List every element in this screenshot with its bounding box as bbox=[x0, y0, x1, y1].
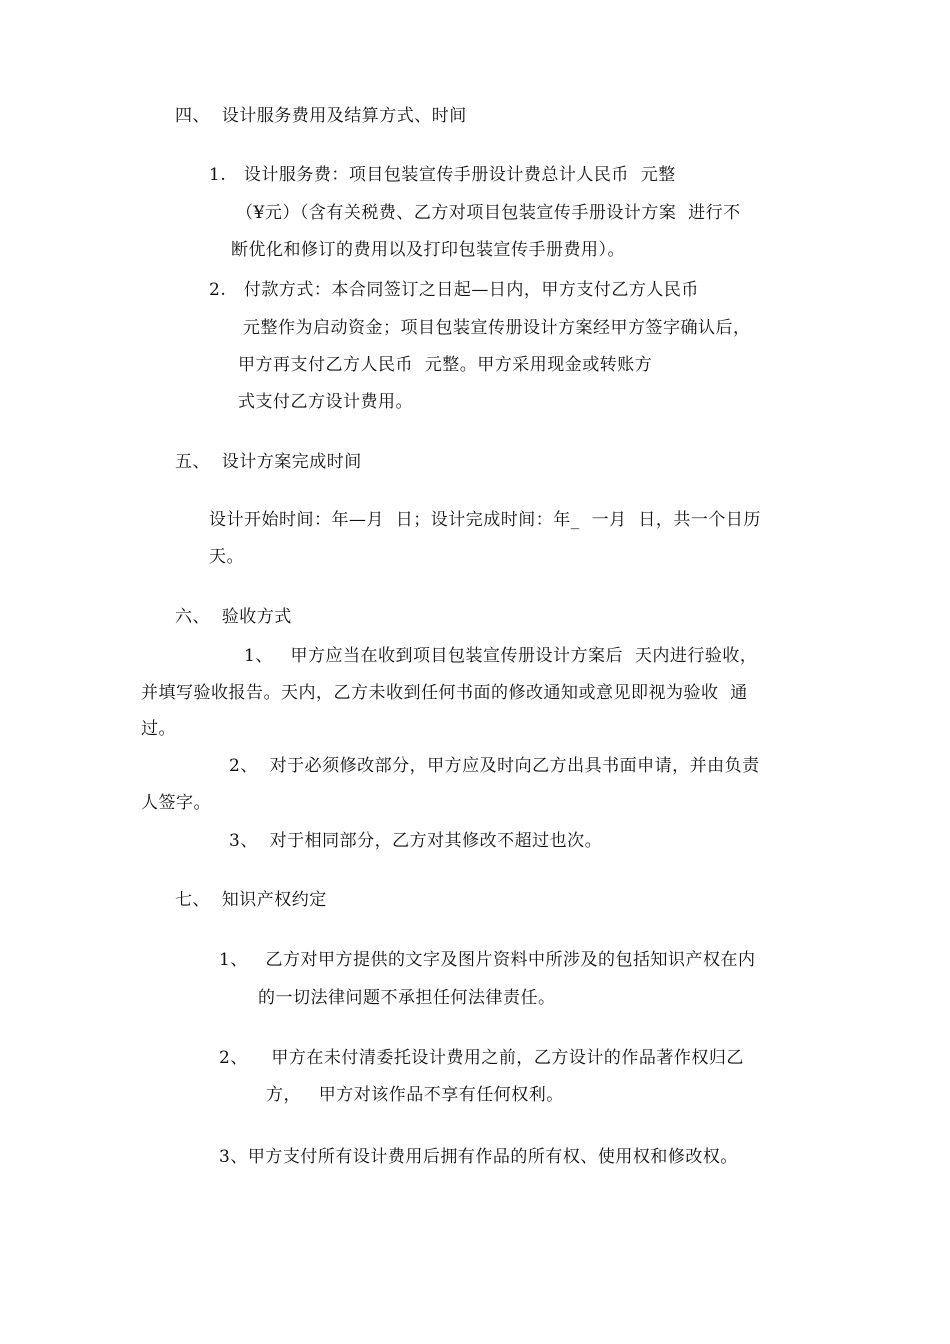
section-5-line-2: 天。 bbox=[209, 547, 244, 567]
section-4-item-1-line-1: 1. 设计服务费：项目包装宣传手册设计费总计人民币 元整 bbox=[209, 165, 676, 185]
section-7-para-1-line-2: 的一切法律问题不承担任何法律责任。 bbox=[258, 988, 556, 1008]
section-4-item-1-line-3: 断优化和修订的费用以及打印包装宣传手册费用）。 bbox=[231, 240, 625, 260]
section-6-para-1-line-1: 1、 甲方应当在收到项目包装宣传册设计方案后 天内进行验收， bbox=[244, 646, 758, 666]
section-7-para-2-line-2: 方， 甲方对该作品不享有任何权利。 bbox=[266, 1085, 564, 1105]
section-6-heading: 六、 验收方式 bbox=[175, 607, 292, 627]
section-4-item-2-line-3: 甲方再支付乙方人民币 元整。甲方采用现金或转账方 bbox=[238, 355, 653, 375]
section-5-heading: 五、 设计方案完成时间 bbox=[175, 452, 362, 472]
section-7-heading: 七、 知识产权约定 bbox=[175, 890, 327, 910]
section-5-line-1: 设计开始时间：年—月 日；设计完成时间：年_ 一月 日，共一个日历 bbox=[209, 510, 761, 530]
section-4-heading: 四、 设计服务费用及结算方式、时间 bbox=[175, 106, 467, 126]
section-6-para-3-line-1: 3、 对于相同部分，乙方对其修改不超过也次。 bbox=[229, 831, 603, 851]
section-4-item-1-line-2: （¥元）（含有关税费、乙方对项目包装宣传手册设计方案 进行不 bbox=[236, 203, 741, 223]
section-6-para-2-line-2: 人签字。 bbox=[141, 793, 211, 813]
section-4-item-2-line-1: 2. 付款方式：本合同签订之日起—日内，甲方支付乙方人民币 bbox=[209, 280, 699, 300]
section-6-para-1-line-2: 并填写验收报告。天内，乙方未收到任何书面的修改通知或意见即视为验收 通 bbox=[141, 683, 748, 703]
section-7-para-2-line-1: 2、 甲方在未付清委托设计费用之前，乙方设计的作品著作权归乙 bbox=[219, 1048, 744, 1068]
section-7-para-1-line-1: 1、 乙方对甲方提供的文字及图片资料中所涉及的包括知识产权在内 bbox=[219, 950, 756, 970]
section-4-item-2-line-4: 式支付乙方设计费用。 bbox=[238, 392, 413, 412]
section-6-para-2-line-1: 2、 对于必须修改部分，甲方应及时向乙方出具书面申请，并由负责 bbox=[229, 756, 760, 776]
section-7-para-3-line-1: 3、甲方支付所有设计费用后拥有作品的所有权、使用权和修改权。 bbox=[219, 1147, 738, 1167]
section-6-para-1-line-3: 过。 bbox=[141, 719, 176, 739]
section-4-item-2-line-2: 元整作为启动资金；项目包装宣传册设计方案经甲方签字确认后， bbox=[243, 318, 751, 338]
